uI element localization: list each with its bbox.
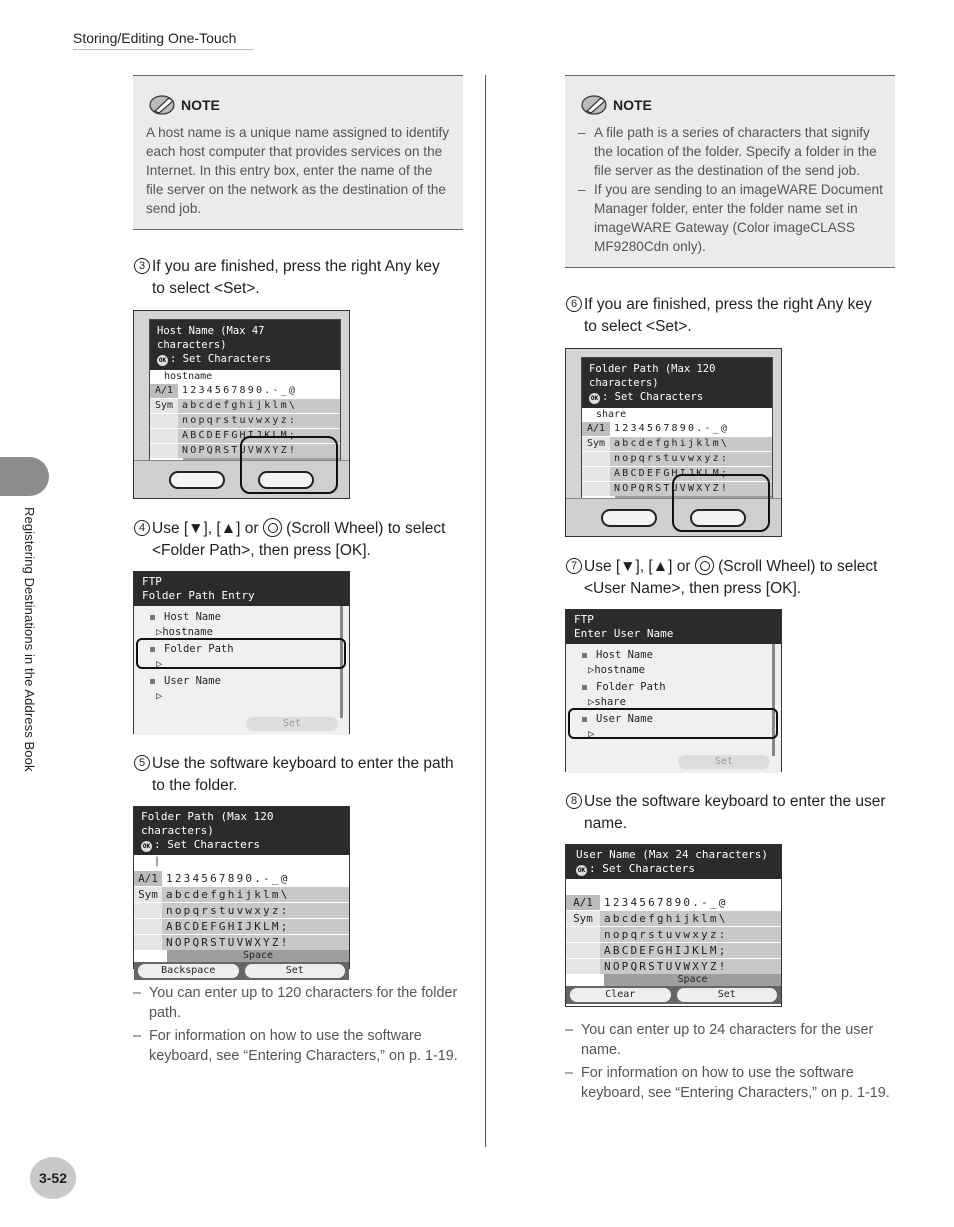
entry-field[interactable]: | (134, 855, 349, 871)
menu-value: ▷share (588, 696, 626, 708)
note-item: – A file path is a series of characters that signify the location of the folder. Specify a folder in the file server as the destination of the send job. (578, 123, 883, 180)
key-row[interactable]: ABCDEFGHIJKLM; (178, 429, 340, 443)
space-key[interactable]: Space (167, 950, 349, 962)
step-text-pre: Use [▼], [▲] or (152, 520, 259, 537)
step-4 (134, 518, 464, 562)
lcd-user-name-keyboard (565, 844, 782, 1007)
note-list (578, 123, 883, 256)
left-any-key[interactable] (169, 471, 225, 489)
highlight-user-name (568, 708, 778, 739)
chapter-side-title: Registering Destinations in the Address Book (22, 507, 37, 772)
step-5 (134, 753, 454, 797)
ok-icon: OK (577, 867, 586, 874)
entry-field[interactable] (566, 879, 781, 895)
right-bullets (565, 1020, 900, 1106)
lcd-host-name-keyboard (133, 310, 350, 499)
ok-icon: OK (590, 395, 599, 402)
note-box-right (565, 75, 895, 268)
soft-keys (134, 962, 349, 980)
step-text: If you are finished, press the right Any key to select <Set>. (152, 258, 440, 297)
space-key[interactable]: Space (604, 974, 781, 986)
lcd-folder-path-keyboard-filled (565, 348, 782, 537)
step-number: 6 (566, 296, 582, 312)
page-number: 3-52 (30, 1157, 76, 1199)
chapter-tab (0, 457, 49, 496)
note-text: A host name is a unique name assigned to identify each host computer that provides services on the Internet. In this entry box, enter the name of the file server on the network as the destination of the send job. (146, 125, 450, 216)
left-any-key[interactable] (601, 509, 657, 527)
lcd-subtitle: : Set Characters (602, 391, 704, 403)
entry-field[interactable]: share (582, 408, 772, 422)
key-row[interactable]: ABCDEFGHIJKLM; (600, 943, 781, 958)
menu-item-host-name[interactable]: Host Name (134, 610, 349, 625)
mode-label[interactable]: A/1 (134, 871, 162, 886)
set-button[interactable]: Set (245, 964, 346, 978)
bullet-item: – You can enter up to 24 characters for the user name. (565, 1020, 900, 1060)
mode-label[interactable]: A/1 (566, 895, 600, 910)
highlight-right-key (240, 436, 338, 494)
menu-item-user-name[interactable]: User Name (566, 712, 781, 727)
step-number: 5 (134, 755, 150, 771)
pencil-note-icon (581, 94, 609, 116)
key-row[interactable]: 1234567890.-_@ (610, 422, 772, 436)
lcd-title: Folder Path (Max 120 characters) (141, 810, 274, 837)
lcd-title: FTP (142, 575, 162, 588)
note-box-left (133, 75, 463, 230)
soft-keys (566, 986, 781, 1004)
set-button[interactable]: Set (246, 717, 338, 731)
clear-button[interactable]: Clear (570, 988, 671, 1002)
set-button[interactable]: Set (678, 755, 770, 769)
step-text: If you are finished, press the right Any key to select <Set>. (584, 296, 872, 335)
software-keyboard (566, 895, 781, 974)
menu-value: ▷ (156, 658, 163, 670)
mode-label[interactable]: A/1 (150, 384, 178, 398)
scrollbar[interactable] (772, 644, 775, 756)
key-row[interactable]: NOPQRSTUVWXYZ! (162, 935, 349, 950)
menu-item-folder-path[interactable]: Folder Path (134, 642, 349, 657)
lcd-subtitle: : Set Characters (154, 838, 260, 851)
key-row[interactable]: abcdefghijklm\ (600, 911, 781, 926)
mode-label[interactable]: Sym (134, 887, 162, 902)
key-row[interactable]: NOPQRSTUVWXYZ! (178, 444, 340, 458)
step-6 (566, 294, 886, 338)
ok-icon: OK (142, 843, 151, 850)
note-heading (149, 94, 451, 116)
step-text-pre: Use [▼], [▲] or (584, 558, 691, 575)
key-row[interactable]: NOPQRSTUVWXYZ! (600, 959, 781, 974)
menu-value: ▷hostname (588, 664, 645, 676)
note-label: NOTE (613, 96, 652, 113)
key-row[interactable]: abcdefghijklm\ (610, 437, 772, 451)
lcd-subtitle: : Set Characters (170, 353, 272, 365)
software-keyboard (134, 871, 349, 950)
column-divider (485, 75, 486, 1147)
menu-value: ▷ (156, 690, 163, 702)
note-label: NOTE (181, 96, 220, 113)
step-8 (566, 791, 896, 835)
key-row[interactable]: abcdefghijklm\ (162, 887, 349, 902)
highlight-right-key (672, 474, 770, 532)
bullet-item: – For information on how to use the software keyboard, see “Entering Characters,” on p. 1-19. (565, 1063, 900, 1103)
key-row[interactable]: nopqrstuvwxyz: (178, 414, 340, 428)
step-number: 3 (134, 258, 150, 274)
note-heading (581, 94, 883, 116)
key-row[interactable]: nopqrstuvwxyz: (610, 452, 772, 466)
step-text: Use the software keyboard to enter the user name. (584, 793, 886, 832)
lcd-title: User Name (Max 24 characters) (576, 848, 769, 861)
ok-icon: OK (158, 357, 167, 364)
bullet-item: – You can enter up to 120 characters for the folder path. (133, 983, 468, 1023)
key-row[interactable]: ABCDEFGHIJKLM; (162, 919, 349, 934)
running-header: Storing/Editing One-Touch (73, 30, 253, 50)
key-row[interactable]: nopqrstuvwxyz: (600, 927, 781, 942)
highlight-folder-path (136, 638, 346, 669)
key-row[interactable]: 1234567890.-_@ (162, 871, 349, 886)
lcd-subtitle: Enter User Name (574, 627, 674, 640)
lcd-title: FTP (574, 613, 594, 626)
lcd-subtitle: Folder Path Entry (142, 589, 255, 602)
mode-label[interactable]: A/1 (582, 422, 610, 436)
menu-item-host-name[interactable]: Host Name (566, 648, 781, 663)
backspace-button[interactable]: Backspace (138, 964, 239, 978)
mode-label[interactable]: Sym (582, 437, 610, 451)
lcd-title: Host Name (Max 47 characters) (157, 325, 265, 351)
key-row[interactable]: nopqrstuvwxyz: (162, 903, 349, 918)
menu-item-folder-path[interactable]: Folder Path (566, 680, 781, 695)
step-text: Use the software keyboard to enter the path to the folder. (152, 755, 454, 794)
step-number: 7 (566, 558, 582, 574)
step-text-post: (Scroll Wheel) to select <Folder Path>, then press [OK]. (152, 520, 446, 559)
step-3 (134, 256, 454, 300)
menu-value: ▷hostname (156, 626, 213, 638)
step-number: 4 (134, 520, 150, 536)
mode-label[interactable]: Sym (150, 399, 178, 413)
key-row[interactable]: NOPQRSTUVWXYZ! (610, 482, 772, 496)
lcd-folder-path-keyboard (133, 806, 350, 976)
scroll-wheel-icon (695, 556, 714, 575)
lcd-subtitle: : Set Characters (589, 862, 695, 875)
entry-field[interactable]: hostname (150, 370, 340, 384)
key-row[interactable]: abcdefghijklm\ (178, 399, 340, 413)
lcd-title: Folder Path (Max 120 characters) (589, 363, 716, 389)
step-number: 8 (566, 793, 582, 809)
step-text-post: (Scroll Wheel) to select <User Name>, then press [OK]. (584, 558, 878, 597)
key-row[interactable]: 1234567890.-_@ (600, 895, 781, 910)
left-bullets (133, 983, 468, 1069)
pencil-note-icon (149, 94, 177, 116)
bullet-item: – For information on how to use the software keyboard, see “Entering Characters,” on p. 1-19. (133, 1026, 468, 1066)
set-button[interactable]: Set (677, 988, 778, 1002)
step-7 (566, 556, 896, 600)
lcd-enter-user-name-menu (565, 609, 782, 772)
lcd-folder-path-entry-menu (133, 571, 350, 734)
menu-value: ▷ (588, 728, 595, 740)
key-row[interactable]: ABCDEFGHIJKLM; (610, 467, 772, 481)
scroll-wheel-icon (263, 518, 282, 537)
key-row[interactable]: 1234567890.-_@ (178, 384, 340, 398)
menu-item-user-name[interactable]: User Name (134, 674, 349, 689)
mode-label[interactable]: Sym (566, 911, 600, 926)
note-item: – If you are sending to an imageWARE Document Manager folder, enter the folder name set in imageWARE Gateway (Color imageCLASS MF9280Cdn only). (578, 180, 883, 256)
